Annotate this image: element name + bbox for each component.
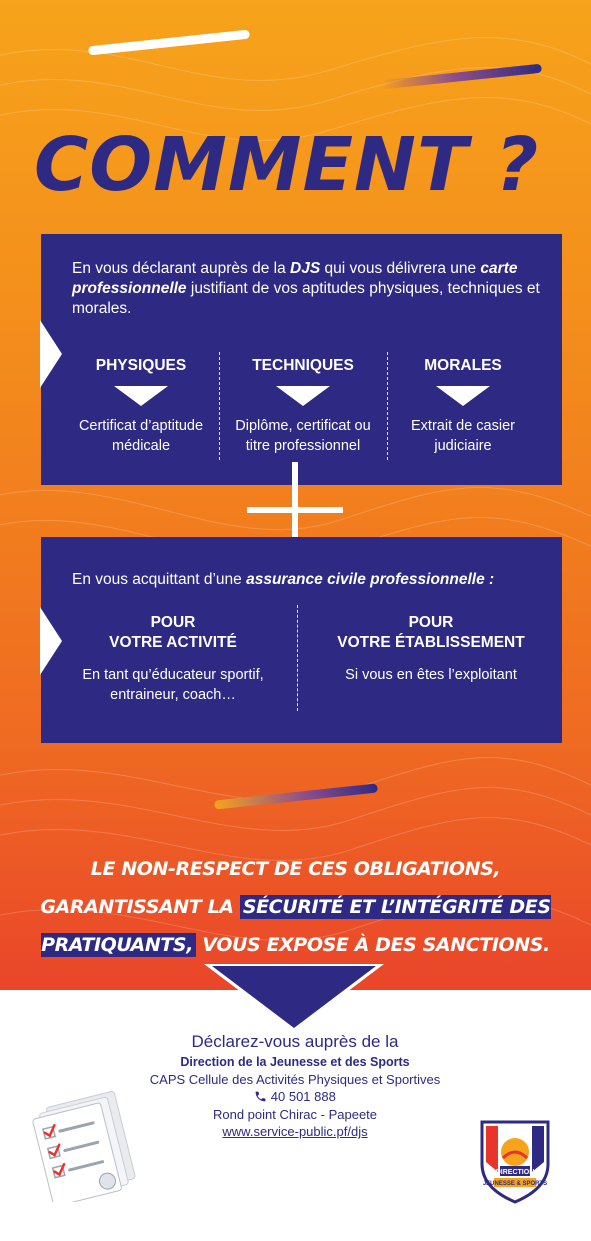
panel-arrow-notch: [40, 320, 62, 388]
column-divider: [219, 352, 220, 460]
sanctions-warning: LE NON-RESPECT DE CES OBLIGATIONS, GARANTISSANT LA SÉCURITÉ ET L’INTÉGRITÉ DES PRATIQUANTS, VOUS EXPOSE À DES SANCTIONS.: [40, 858, 551, 956]
website-link[interactable]: www.service-public.pf/djs: [222, 1124, 368, 1139]
column-description: Certificat d’aptitude médicale: [78, 418, 204, 454]
column-divider: [297, 605, 298, 711]
column-heading: TECHNIQUES: [252, 357, 354, 374]
requirement-column-techniques: [223, 356, 383, 456]
column-heading: PHYSIQUES: [95, 357, 187, 374]
organisation-name: Direction de la Jeunesse et des Sports: [180, 1055, 410, 1069]
panel-arrow-notch: [40, 607, 62, 675]
warning-highlight: SÉCURITÉ ET L’INTÉGRITÉ DES PRATIQUANTS,: [41, 896, 551, 956]
contact-block: [110, 1031, 480, 1141]
down-triangle-icon: [114, 386, 168, 406]
column-description: Extrait de casier judiciaire: [411, 418, 515, 454]
plus-icon-horizontal: [247, 507, 343, 513]
column-heading: MORALES: [424, 357, 502, 374]
column-description: En tant qu’éducateur sportif, entraineur, coach…: [82, 667, 264, 703]
phone-number[interactable]: 40 501 888: [270, 1089, 336, 1104]
assurance-column-etablissement: [313, 613, 549, 685]
logo-text-direction: DIRECTION: [495, 1169, 535, 1176]
footer-arrow-icon: [212, 966, 376, 1028]
checklist-documents-icon: [26, 1084, 156, 1202]
phone-icon: [254, 1090, 267, 1103]
down-triangle-icon: [436, 386, 490, 406]
column-heading: POUR VOTRE ACTIVITÉ: [109, 614, 237, 651]
assurance-column-activite: [61, 613, 285, 705]
requirement-column-morales: [385, 356, 541, 456]
panel-intro-text: En vous déclarant auprès de la DJS qui vous délivrera une carte professionnelle justifiant de vos aptitudes physiques, techniques et morales.: [72, 260, 540, 317]
page-title: COMMENT ?: [34, 122, 540, 208]
column-description: Diplôme, certificat ou titre professionnel: [235, 418, 371, 454]
down-triangle-icon: [276, 386, 330, 406]
phone-line: [110, 1088, 480, 1106]
djs-logo: [476, 1112, 554, 1204]
logo-text-jeunesse: JEUNESSE & SPORTS: [482, 1181, 548, 1187]
column-description: Si vous en êtes l’exploitant: [345, 667, 517, 683]
carte-professionnelle-panel: [41, 234, 562, 485]
cellule-name: CAPS Cellule des Activités Physiques et Sportives: [149, 1072, 441, 1087]
requirement-column-physiques: [63, 356, 219, 456]
assurance-panel: [41, 537, 562, 743]
contact-lead: Déclarez-vous auprès de la: [191, 1032, 399, 1051]
panel-intro-text: En vous acquittant d’une assurance civile professionnelle :: [72, 571, 495, 588]
column-heading: POUR VOTRE ÉTABLISSEMENT: [337, 614, 525, 651]
address: Rond point Chirac - Papeete: [212, 1107, 378, 1122]
